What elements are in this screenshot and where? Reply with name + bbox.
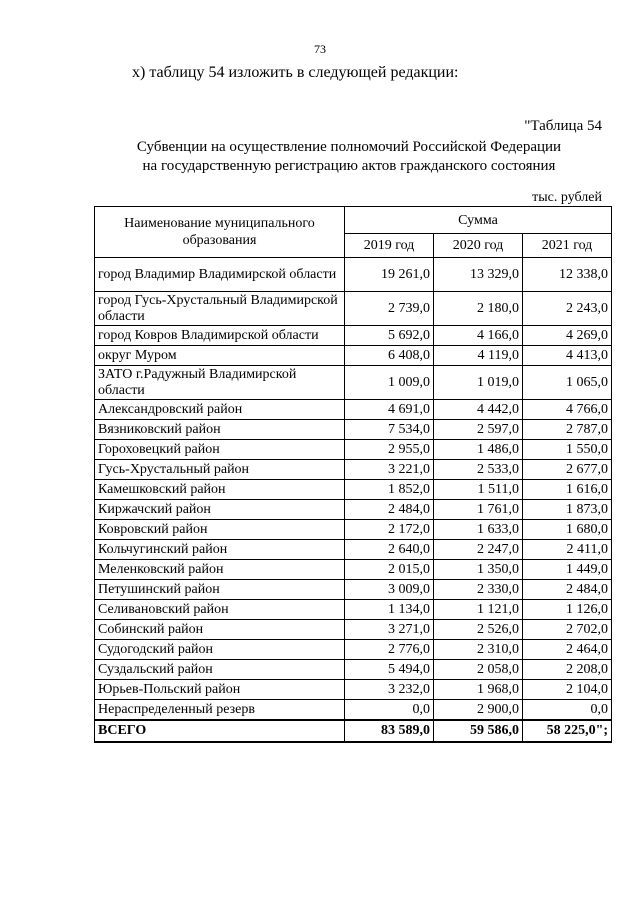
table-row	[95, 346, 612, 366]
title-line-2: на государственную регистрацию актов гражданского состояния	[142, 158, 556, 174]
amount-2021-cell: 1 550,0	[523, 440, 612, 460]
table-row	[95, 500, 612, 520]
municipality-cell: Суздальский район	[95, 660, 345, 680]
municipality-cell: Нераспределенный резерв	[95, 700, 345, 721]
table-row	[95, 580, 612, 600]
header-sum: Сумма	[345, 207, 612, 234]
table-title	[95, 138, 603, 176]
amount-2021-cell: 1 680,0	[523, 520, 612, 540]
header-year-2020: 2020 год	[434, 234, 523, 258]
municipality-cell: округ Муром	[95, 346, 345, 366]
municipality-cell: город Владимир Владимирской области	[95, 258, 345, 292]
table-row	[95, 620, 612, 640]
amount-2021-cell: 4 269,0	[523, 326, 612, 346]
amount-2020-cell: 1 121,0	[434, 600, 523, 620]
amount-2020-cell: 2 247,0	[434, 540, 523, 560]
amount-2019-cell: 2 955,0	[345, 440, 434, 460]
table-row	[95, 292, 612, 326]
amount-2019-cell: 3 221,0	[345, 460, 434, 480]
table-row	[95, 520, 612, 540]
amount-2021-cell: 2 411,0	[523, 540, 612, 560]
amount-2019-cell: 2 640,0	[345, 540, 434, 560]
table-row	[95, 440, 612, 460]
table-row	[95, 680, 612, 700]
header-year-2021: 2021 год	[523, 234, 612, 258]
municipality-cell: Петушинский район	[95, 580, 345, 600]
table-row	[95, 560, 612, 580]
amount-2020-cell: 4 442,0	[434, 400, 523, 420]
header-year-2019: 2019 год	[345, 234, 434, 258]
amount-2019-cell: 1 134,0	[345, 600, 434, 620]
amount-2019-cell: 5 692,0	[345, 326, 434, 346]
amount-2021-cell: 0,0	[523, 700, 612, 721]
amount-2021-cell: 2 243,0	[523, 292, 612, 326]
amount-2020-cell: 2 526,0	[434, 620, 523, 640]
amount-2019-cell: 2 172,0	[345, 520, 434, 540]
amount-2019-cell: 2 484,0	[345, 500, 434, 520]
table-row	[95, 420, 612, 440]
municipality-cell: Гороховецкий район	[95, 440, 345, 460]
amount-2020-cell: 1 633,0	[434, 520, 523, 540]
municipality-cell: Ковровский район	[95, 520, 345, 540]
amount-2021-cell: 2 484,0	[523, 580, 612, 600]
amount-2021-cell: 2 208,0	[523, 660, 612, 680]
amount-2019-cell: 7 534,0	[345, 420, 434, 440]
page-number: 73	[314, 42, 326, 56]
amount-2020-cell: 1 350,0	[434, 560, 523, 580]
amount-2019-cell: 1 009,0	[345, 366, 434, 400]
municipality-cell: Александровский район	[95, 400, 345, 420]
municipality-cell: Кольчугинский район	[95, 540, 345, 560]
total-row	[95, 720, 612, 742]
amount-2020-cell: 13 329,0	[434, 258, 523, 292]
amount-2021-cell: 2 787,0	[523, 420, 612, 440]
table-row	[95, 540, 612, 560]
amount-2019-cell: 0,0	[345, 700, 434, 721]
table-row	[95, 326, 612, 346]
intro-text: х) таблицу 54 изложить в следующей редакции:	[132, 64, 459, 81]
amount-2019-cell: 5 494,0	[345, 660, 434, 680]
table-row	[95, 600, 612, 620]
header-municipality: Наименование муниципального образования	[95, 207, 345, 258]
table-row	[95, 640, 612, 660]
amount-2020-cell: 2 310,0	[434, 640, 523, 660]
amount-2021-cell: 2 464,0	[523, 640, 612, 660]
municipality-cell: Вязниковский район	[95, 420, 345, 440]
amount-2019-cell: 3 271,0	[345, 620, 434, 640]
amount-2020-cell: 4 166,0	[434, 326, 523, 346]
amount-2021-cell: 2 702,0	[523, 620, 612, 640]
table-row	[95, 460, 612, 480]
amount-2019-cell: 3 232,0	[345, 680, 434, 700]
amount-2021-cell: 4 413,0	[523, 346, 612, 366]
amount-2021-cell: 2 104,0	[523, 680, 612, 700]
amount-2021-cell: 1 065,0	[523, 366, 612, 400]
amount-2021-cell: 1 873,0	[523, 500, 612, 520]
amount-2020-cell: 2 180,0	[434, 292, 523, 326]
amount-2020-cell: 59 586,0	[434, 720, 523, 742]
amount-2019-cell: 2 015,0	[345, 560, 434, 580]
municipality-cell: ЗАТО г.Радужный Владимирской области	[95, 366, 345, 400]
amount-2021-cell: 1 449,0	[523, 560, 612, 580]
amount-2021-cell: 58 225,0";	[523, 720, 612, 742]
amount-2020-cell: 1 019,0	[434, 366, 523, 400]
table-row	[95, 480, 612, 500]
amount-2019-cell: 6 408,0	[345, 346, 434, 366]
municipality-cell: Собинский район	[95, 620, 345, 640]
municipality-cell: ВСЕГО	[95, 720, 345, 742]
subventions-table	[94, 206, 612, 743]
amount-2019-cell: 83 589,0	[345, 720, 434, 742]
municipality-cell: Гусь-Хрустальный район	[95, 460, 345, 480]
table-row	[95, 366, 612, 400]
table-row	[95, 258, 612, 292]
title-line-1: Субвенции на осуществление полномочий Российской Федерации	[136, 139, 562, 155]
municipality-cell: город Ковров Владимирской области	[95, 326, 345, 346]
amount-2020-cell: 1 486,0	[434, 440, 523, 460]
amount-2020-cell: 2 058,0	[434, 660, 523, 680]
amount-2019-cell: 1 852,0	[345, 480, 434, 500]
amount-2021-cell: 1 126,0	[523, 600, 612, 620]
amount-2019-cell: 4 691,0	[345, 400, 434, 420]
municipality-cell: город Гусь-Хрустальный Владимирской области	[95, 292, 345, 326]
amount-2020-cell: 2 330,0	[434, 580, 523, 600]
amount-2021-cell: 4 766,0	[523, 400, 612, 420]
municipality-cell: Судогодский район	[95, 640, 345, 660]
amount-2020-cell: 2 900,0	[434, 700, 523, 721]
amount-2020-cell: 1 968,0	[434, 680, 523, 700]
municipality-cell: Камешковский район	[95, 480, 345, 500]
amount-2020-cell: 2 597,0	[434, 420, 523, 440]
amount-2020-cell: 1 511,0	[434, 480, 523, 500]
amount-2019-cell: 2 739,0	[345, 292, 434, 326]
units-label: тыс. рублей	[532, 190, 602, 205]
municipality-cell: Юрьев-Польский район	[95, 680, 345, 700]
municipality-cell: Киржачский район	[95, 500, 345, 520]
amount-2020-cell: 2 533,0	[434, 460, 523, 480]
table-row	[95, 400, 612, 420]
amount-2019-cell: 2 776,0	[345, 640, 434, 660]
table-row	[95, 660, 612, 680]
table-label: "Таблица 54	[524, 118, 602, 134]
municipality-cell: Селивановский район	[95, 600, 345, 620]
amount-2021-cell: 1 616,0	[523, 480, 612, 500]
municipality-cell: Меленковский район	[95, 560, 345, 580]
amount-2020-cell: 4 119,0	[434, 346, 523, 366]
amount-2021-cell: 2 677,0	[523, 460, 612, 480]
amount-2020-cell: 1 761,0	[434, 500, 523, 520]
table-row	[95, 700, 612, 721]
amount-2021-cell: 12 338,0	[523, 258, 612, 292]
amount-2019-cell: 3 009,0	[345, 580, 434, 600]
amount-2019-cell: 19 261,0	[345, 258, 434, 292]
